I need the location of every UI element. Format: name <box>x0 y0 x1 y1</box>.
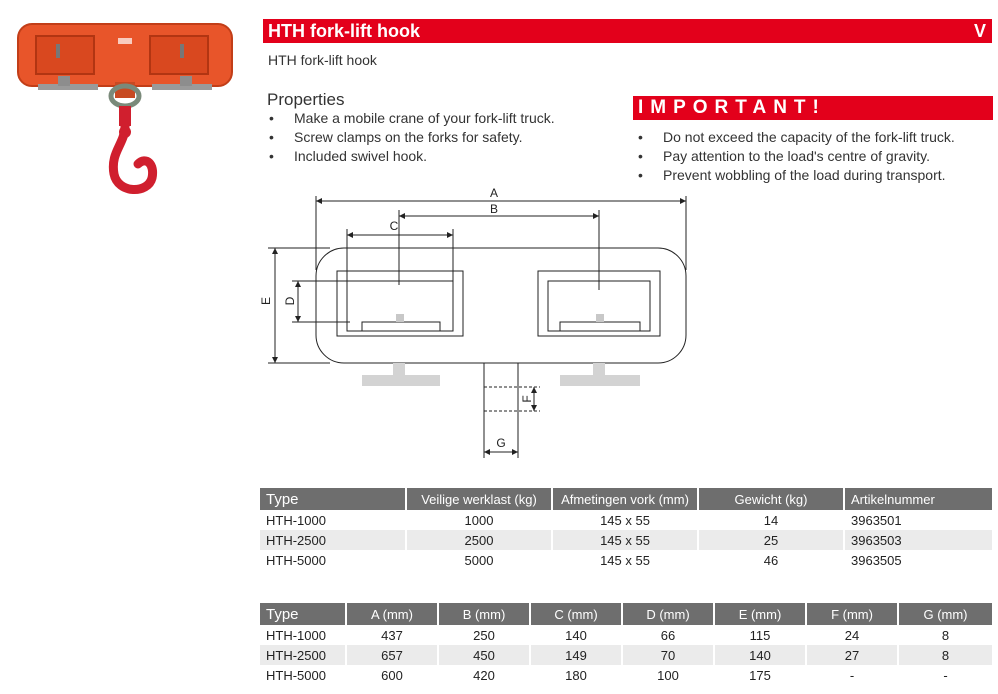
table-cell: 140 <box>530 625 622 645</box>
properties-heading: Properties <box>267 90 345 109</box>
table-cell: 180 <box>530 665 622 685</box>
table-cell: 140 <box>714 645 806 665</box>
properties-list <box>267 109 555 166</box>
dimensions-table <box>260 603 992 685</box>
table-cell: 145 x 55 <box>552 510 698 530</box>
table-row <box>260 645 992 665</box>
table-cell: 149 <box>530 645 622 665</box>
table-cell: 25 <box>698 530 844 550</box>
dimension-diagram <box>255 183 695 463</box>
table-cell: - <box>943 667 948 683</box>
table-cell: 145 x 55 <box>552 530 698 550</box>
table-cell: HTH-1000 <box>260 510 406 530</box>
table-row <box>260 665 992 685</box>
table-row <box>260 530 992 550</box>
dim-label-e: E <box>259 296 273 306</box>
dim-label-c: C <box>389 219 399 233</box>
column-header: C (mm) <box>530 603 622 625</box>
dim-label-d: D <box>283 296 297 306</box>
column-header: Veilige werklast (kg) <box>406 488 552 510</box>
table-cell: 1000 <box>406 510 552 530</box>
table-row <box>260 510 992 530</box>
table-cell: 115 <box>714 625 806 645</box>
column-header: F (mm) <box>806 603 898 625</box>
important-heading: IMPORTANT! <box>633 96 993 120</box>
table-cell: 8 <box>898 645 992 665</box>
column-header: Type <box>260 488 406 510</box>
table-cell: 2500 <box>406 530 552 550</box>
table-cell: HTH-5000 <box>260 550 406 570</box>
product-title: HTH fork-lift hook <box>268 20 420 41</box>
product-title-bar <box>263 19 992 43</box>
list-item: • Make a mobile crane of your fork-lift truck. <box>267 109 555 128</box>
list-item: • Do not exceed the capacity of the fork-lift truck. <box>636 128 955 147</box>
table-cell: 450 <box>438 645 530 665</box>
table-header-row <box>260 603 992 625</box>
dim-label-g: G <box>496 436 506 450</box>
table-header-row <box>260 488 992 510</box>
table-cell: 100 <box>622 665 714 685</box>
table-row <box>260 550 992 570</box>
table-cell: HTH-5000 <box>260 665 346 685</box>
hook-body-outline <box>316 248 686 363</box>
column-header: E (mm) <box>714 603 806 625</box>
table-cell: 24 <box>806 625 898 645</box>
table-cell: 3963505 <box>851 552 902 568</box>
table-cell: 657 <box>346 645 438 665</box>
table-cell: 3963503 <box>844 530 992 550</box>
list-item: • Screw clamps on the forks for safety. <box>267 128 555 147</box>
table-cell: 600 <box>346 665 438 685</box>
table-cell: 14 <box>698 510 844 530</box>
table-cell: 250 <box>438 625 530 645</box>
list-item: • Pay attention to the load's centre of gravity. <box>636 147 955 166</box>
column-header: B (mm) <box>438 603 530 625</box>
table-cell: 3963501 <box>851 512 902 528</box>
table-cell: HTH-1000 <box>260 625 346 645</box>
section-marker: V <box>973 20 986 41</box>
list-item: • Prevent wobbling of the load during transport. <box>636 166 955 185</box>
product-photo <box>10 14 240 204</box>
specifications-table <box>260 488 992 570</box>
table-row <box>260 625 992 645</box>
table-cell: HTH-2500 <box>260 530 406 550</box>
table-cell: HTH-2500 <box>260 645 346 665</box>
column-header: Artikelnummer <box>844 488 992 510</box>
dim-label-b: B <box>489 202 499 216</box>
product-subtitle: HTH fork-lift hook <box>268 52 377 68</box>
table-cell: 66 <box>622 625 714 645</box>
table-cell: 27 <box>806 645 898 665</box>
column-header: Gewicht (kg) <box>698 488 844 510</box>
table-cell: 70 <box>622 645 714 665</box>
list-item: • Included swivel hook. <box>267 147 555 166</box>
column-header: A (mm) <box>346 603 438 625</box>
table-cell: 175 <box>714 665 806 685</box>
column-header: Afmetingen vork (mm) <box>552 488 698 510</box>
table-cell: 437 <box>346 625 438 645</box>
dim-label-f: F <box>520 395 534 403</box>
important-list <box>636 128 955 185</box>
column-header: D (mm) <box>622 603 714 625</box>
column-header: Type <box>260 603 346 625</box>
table-cell: 46 <box>698 550 844 570</box>
column-header: G (mm) <box>898 603 992 625</box>
table-cell: - <box>806 665 898 685</box>
dim-label-a: A <box>489 186 499 200</box>
table-cell: 420 <box>438 665 530 685</box>
table-cell: 5000 <box>406 550 552 570</box>
table-cell: 145 x 55 <box>552 550 698 570</box>
table-cell: 8 <box>941 627 950 643</box>
